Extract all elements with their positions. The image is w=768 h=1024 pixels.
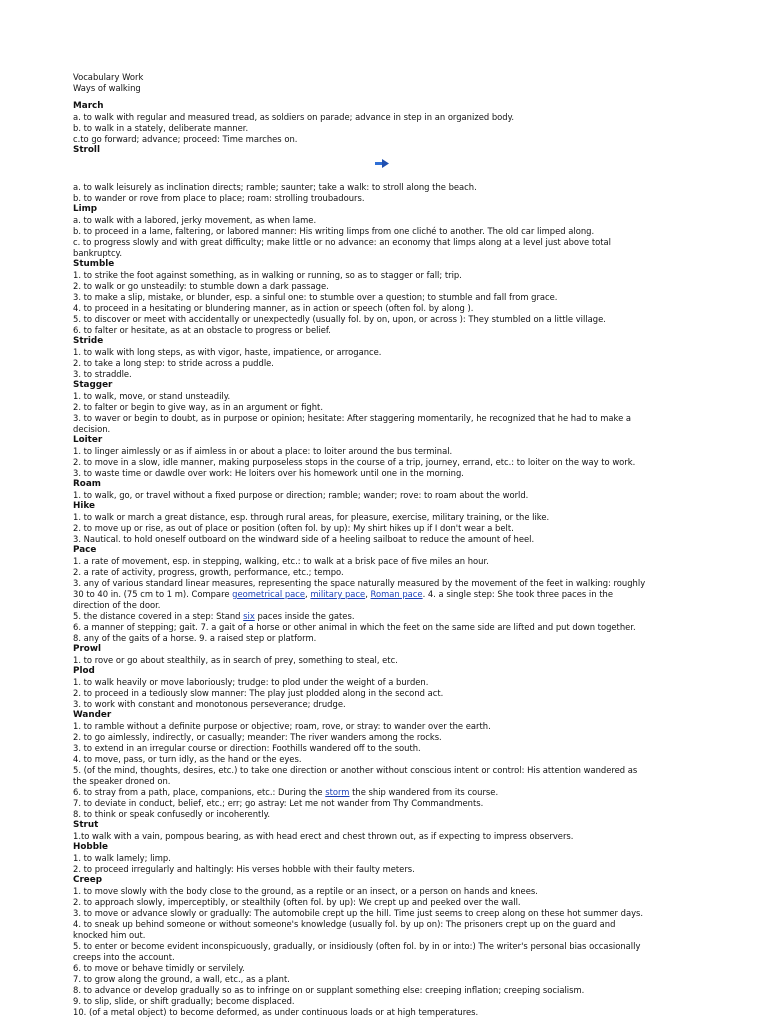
definition-line: 6. to move or behave timidly or servilely. [73,963,245,973]
definition-line: 4. to move, pass, or turn idly, as the hand or the eyes. [73,754,302,764]
definition-line: 3. to move or advance slowly or gradually: The automobile crept up the hill. Time just seems to creep along on these hot summer days. [73,908,644,918]
definition-line: b. to wander or rove from place to place; roam: strolling troubadours. [73,193,365,203]
arrow-row [73,156,693,182]
entry-heading-strut: Strut [73,820,99,830]
definition-line: 6. a manner of stepping; gait. 7. a gait of a horse or other animal in which the feet on the same side are lifted and put down together. [73,622,636,632]
definition-line: creeps into the account. [73,952,175,962]
definition-line: 1. to walk, go, or travel without a fixed purpose or direction; ramble; wander; rove: to roam about the world. [73,490,529,500]
entry-heading-wander: Wander [73,710,112,720]
definition-line: a. to walk with a labored, jerky movement, as when lame. [73,215,317,225]
entry-heading-hike: Hike [73,501,95,511]
definition-line: 2. to take a long step: to stride across a puddle. [73,358,274,368]
definition-line: 1. to walk, move, or stand unsteadily. [73,391,231,401]
definition-line: 1.to walk with a vain, pompous bearing, as with head erect and chest thrown out, as if expecting to impress observers. [73,831,574,841]
definition-line: 1. to strike the foot against something, as in walking or running, so as to stagger or fall; trip. [73,270,462,280]
text-span: the ship wandered from its course. [349,787,499,797]
definition-line: c. to progress slowly and with great difficulty; make little or no advance: an economy that limps along at a level just above total [73,237,611,247]
text-span: paces inside the gates. [254,611,355,621]
entry-heading-roam: Roam [73,479,101,489]
definition-line: 7. to deviate in conduct, belief, etc.; err; go astray: Let me not wander from Thy Commandments. [73,798,484,808]
definition-line: knocked him out. [73,930,146,940]
definition-line: direction of the door. [73,600,161,610]
definition-line: the speaker droned on. [73,776,171,786]
text-span: . 4. a single step: She took three paces in the [422,589,613,599]
link-geometrical-pace[interactable]: geometrical pace [232,589,306,599]
link-storm[interactable]: storm [325,787,350,797]
definition-line: 1. to ramble without a definite purpose or objective; roam, rove, or stray: to wander over the earth. [73,721,491,731]
link-six[interactable]: six [243,611,255,621]
definition-line: 1. to move slowly with the body close to the ground, as a reptile or an insect, or a person on hands and knees. [73,886,538,896]
definition-line: 2. to approach slowly, imperceptibly, or stealthily (often fol. by up): We crept up and peeked over the wall. [73,897,521,907]
doc-title: Vocabulary Work [73,72,144,82]
definition-line: 2. a rate of activity, progress, growth, performance, etc.; tempo. [73,567,344,577]
definition-line: 2. to move up or rise, as out of place or position (often fol. by up): My shirt hikes up if I don't wear a belt. [73,523,514,533]
entry-heading-march: March [73,101,104,111]
entry-heading-stumble: Stumble [73,259,115,269]
definition-line: 2. to proceed irregularly and haltingly: His verses hobble with their faulty meters. [73,864,415,874]
definition-line: 5. to discover or meet with accidentally or unexpectedly (usually fol. by on, upon, or across ): They stumbled on a little village. [73,314,606,324]
entry-heading-stroll: Stroll [73,145,100,155]
definition-line: 2. to go aimlessly, indirectly, or casually; meander: The river wanders among the rocks. [73,732,442,742]
definition-line: 8. to advance or develop gradually so as to infringe on or supplant something else: creeping inflation; creeping socialism. [73,985,585,995]
definition-line [73,787,693,798]
entry-heading-prowl: Prowl [73,644,101,654]
entry-heading-limp: Limp [73,204,98,214]
link-military-pace[interactable]: military pace [310,589,366,599]
definition-line: 1. to rove or go about stealthily, as in search of prey, something to steal, etc. [73,655,398,665]
definition-line: 7. to grow along the ground, a wall, etc., as a plant. [73,974,290,984]
definition-line: 1. to walk heavily or move laboriously; trudge: to plod under the weight of a burden. [73,677,429,687]
definition-line: 5. (of the mind, thoughts, desires, etc.) to take one direction or another without conscious intent or control: His attention wandered as [73,765,638,775]
text-span: 5. the distance covered in a step: Stand [73,611,244,621]
definition-line: 2. to move in a slow, idle manner, making purposeless stops in the course of a trip, journey, errand, etc.: to loiter on the way to work. [73,457,636,467]
definition-line: 3. Nautical. to hold oneself outboard on the windward side of a heeling sailboat to reduce the amount of heel. [73,534,535,544]
entry-heading-loiter: Loiter [73,435,103,445]
doc-subtitle: Ways of walking [73,83,141,93]
definition-line: 9. to slip, slide, or shift gradually; become displaced. [73,996,295,1006]
text-span: 6. to stray from a path, place, companions, etc.: During the [73,787,326,797]
blue-arrow-icon [375,159,389,171]
definition-line: 3. to straddle. [73,369,132,379]
definition-line: b. to walk in a stately, deliberate manner. [73,123,249,133]
text-span: , [305,589,311,599]
definition-line: b. to proceed in a lame, faltering, or labored manner: His writing limps from one cliché to another. The old car limped along. [73,226,595,236]
spacer [73,94,693,101]
definition-line: 3. to extend in an irregular course or direction: Foothills wandered off to the south. [73,743,421,753]
text-span: , [365,589,371,599]
definition-line: 5. to enter or become evident inconspicuously, gradually, or insidiously (often fol. by in or into:) The writer's personal bias occasionally [73,941,641,951]
definition-line: 1. to walk with long steps, as with vigor, haste, impatience, or arrogance. [73,347,382,357]
definition-line: 4. to sneak up behind someone or without someone's knowledge (usually fol. by up on): The prisoners crept up on the guard and [73,919,616,929]
definition-line: c.to go forward; advance; proceed: Time marches on. [73,134,298,144]
definition-line: 6. to falter or hesitate, as at an obstacle to progress or belief. [73,325,331,335]
entry-heading-creep: Creep [73,875,103,885]
definition-line: 4. to proceed in a hesitating or blundering manner, as in action or speech (often fol. by along ). [73,303,474,313]
definition-line: 2. to proceed in a tediously slow manner: The play just plodded along in the second act. [73,688,444,698]
definition-line: 8. to think or speak confusedly or incoherently. [73,809,271,819]
entry-heading-stride: Stride [73,336,104,346]
definition-line: 3. to work with constant and monotonous perseverance; drudge. [73,699,346,709]
entry-heading-pace: Pace [73,545,97,555]
definition-line: 3. to make a slip, mistake, or blunder, esp. a sinful one: to stumble over a question; to stumble and fall from grace. [73,292,558,302]
document [73,72,693,1018]
definition-line: 1. to walk lamely; limp. [73,853,171,863]
definition-line: 2. to falter or begin to give way, as in an argument or fight. [73,402,323,412]
definition-line [73,611,693,622]
definition-line [73,589,693,600]
definition-line: a. to walk with regular and measured tread, as soldiers on parade; advance in step in an organized body. [73,112,515,122]
entry-heading-stagger: Stagger [73,380,113,390]
definition-line: 3. any of various standard linear measures, representing the space naturally measured by the movement of the feet in walking: roughly [73,578,646,588]
definition-line: a. to walk leisurely as inclination directs; ramble; saunter; take a walk: to stroll along the beach. [73,182,477,192]
definition-line: 2. to walk or go unsteadily: to stumble down a dark passage. [73,281,329,291]
definition-line: 1. to linger aimlessly or as if aimless in or about a place: to loiter around the bus terminal. [73,446,453,456]
definition-line: bankruptcy. [73,248,122,258]
definition-line: 1. a rate of movement, esp. in stepping, walking, etc.: to walk at a brisk pace of five miles an hour. [73,556,489,566]
definition-line: 3. to waver or begin to doubt, as in purpose or opinion; hesitate: After staggering momentarily, he recognized that he had to make a [73,413,632,423]
text-span: 30 to 40 in. (75 cm to 1 m). Compare [73,589,233,599]
definition-line: decision. [73,424,111,434]
definition-line: 3. to waste time or dawdle over work: He loiters over his homework until one in the morning. [73,468,464,478]
definition-line: 8. any of the gaits of a horse. 9. a raised step or platform. [73,633,317,643]
link-roman-pace[interactable]: Roman pace [370,589,423,599]
definition-line: 1. to walk or march a great distance, esp. through rural areas, for pleasure, exercise, military training, or the like. [73,512,550,522]
entry-heading-plod: Plod [73,666,95,676]
definition-line: 10. (of a metal object) to become deformed, as under continuous loads or at high temperatures. [73,1007,479,1017]
entry-heading-hobble: Hobble [73,842,108,852]
